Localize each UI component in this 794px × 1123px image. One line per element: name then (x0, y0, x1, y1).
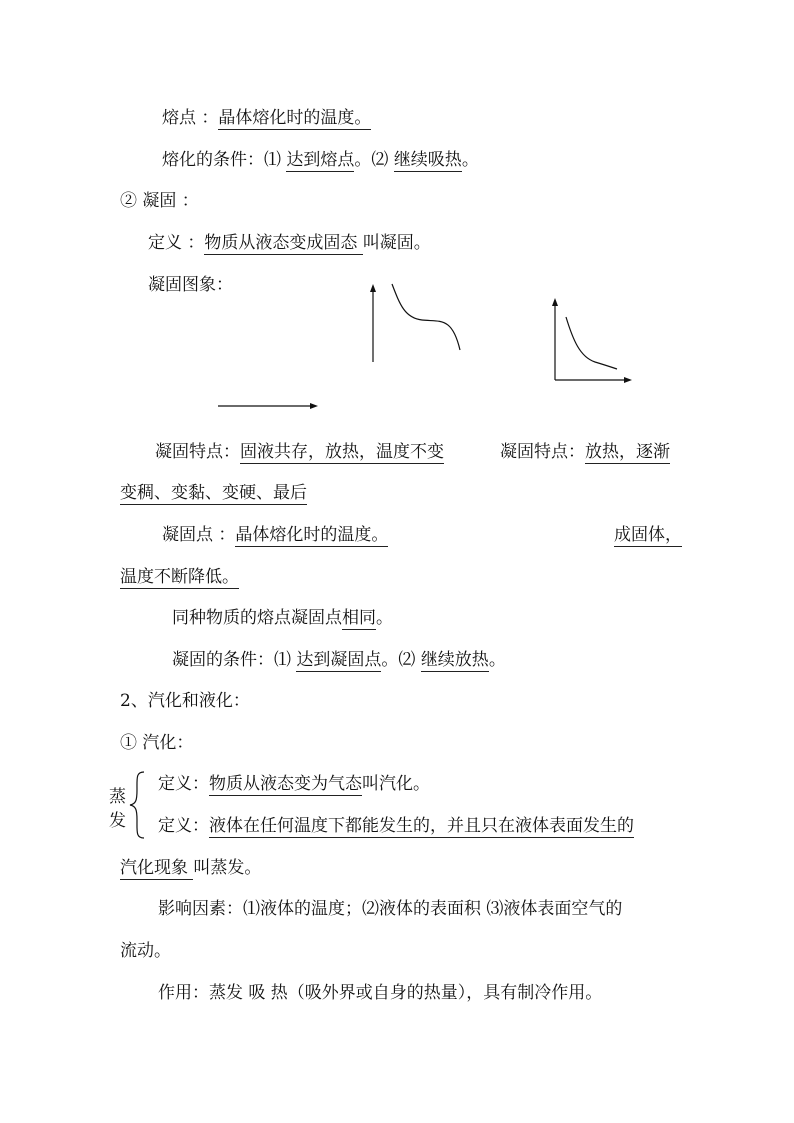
solidify-graph-label: 凝固图象： (148, 275, 233, 295)
feature-text-3: 成固体， (614, 525, 682, 545)
cooling-curve (566, 317, 617, 369)
period: 。 (461, 150, 479, 170)
vaporize-definition: 物质从液态变为气态 (209, 774, 362, 794)
sep: ： (201, 108, 219, 128)
x-axis-arrow (624, 377, 632, 383)
feature-text-4: 温度不断降低。 (120, 567, 239, 587)
solidify-feature-crystal (155, 441, 444, 463)
same-point-line (172, 607, 393, 629)
x-axis-arrow (310, 403, 318, 409)
evaporation-definition-tail: 叫蒸发。 (193, 858, 262, 878)
sep: 。⑵ (381, 650, 421, 670)
solidify-heading: ② 凝固 ： (120, 191, 199, 211)
evaporation-definition-line-2 (120, 857, 261, 879)
melting-point-definition: 晶体熔化时的温度。 (218, 108, 372, 128)
vaporize-definition-tail: 叫汽化。 (362, 774, 430, 794)
freezing-point-line (162, 524, 388, 546)
solidify-definition-tail: 叫凝固。 (362, 233, 431, 253)
y-axis-arrow (370, 284, 376, 292)
solidify-feature-amorphous (500, 441, 670, 463)
freezing-point-definition: 晶体熔化时的温度。 (235, 525, 389, 545)
effect-line: 作用：蒸发 吸 热（吸外界或自身的热量），具有制冷作用。 (158, 983, 603, 1003)
solidify-feature-amorphous-4 (120, 566, 239, 588)
feature-text-1: 放热，逐渐 (585, 442, 670, 462)
solidify-condition-2: 继续放热 (420, 650, 489, 670)
feature-label: 凝固特点： (500, 442, 585, 462)
evaporation-label-2: 发 (109, 811, 126, 831)
evaporation-definition-2: 汽化现象 (120, 858, 194, 878)
cooling-curve (392, 284, 460, 350)
crystal-graph-x-axis (216, 398, 322, 412)
freezing-point-label: 凝固点 ： (162, 525, 236, 545)
melting-condition-line (162, 149, 479, 171)
period: 。 (376, 608, 393, 628)
brace-icon (128, 770, 148, 840)
melting-condition-label: 熔化的条件：⑴ (162, 150, 287, 170)
solidify-definition: 物质从液态变成固态 (204, 233, 363, 253)
evaporation-definition-line (158, 815, 634, 837)
solidify-condition-label: 凝固的条件：⑴ (172, 650, 297, 670)
melting-point-label: 熔点 (162, 108, 196, 128)
vaporize-heading: ① 汽化： (120, 733, 194, 753)
solidify-condition-1: 达到凝固点 (296, 650, 382, 670)
definition-label: 定义 ： (148, 233, 205, 253)
melting-point-line (162, 107, 371, 129)
vaporize-definition-line (158, 773, 430, 795)
sep: 。⑵ (354, 150, 394, 170)
feature-label: 凝固特点： (155, 442, 240, 462)
evaporation-label-1: 蒸 (109, 787, 126, 807)
same-point-answer: 相同 (342, 608, 376, 628)
solidify-condition-line (172, 649, 506, 671)
evaporation-definition-1: 液体在任何温度下都能发生的，并且只在液体表面发生的 (209, 816, 634, 836)
definition-label: 定义： (158, 816, 209, 836)
factors-line-1: 影响因素：⑴液体的温度；⑵液体的表面积 ⑶液体表面空气的 (158, 899, 623, 919)
same-point-text: 同种物质的熔点凝固点 (172, 608, 342, 628)
period: 。 (488, 650, 506, 670)
definition-label: 定义： (158, 774, 209, 794)
melting-condition-1: 达到熔点 (286, 150, 355, 170)
feature-text: 固液共存，放热，温度不变 (240, 442, 444, 462)
factors-line-2: 流动。 (120, 941, 171, 961)
crystal-solidify-graph (360, 280, 470, 370)
y-axis-arrow (552, 298, 558, 306)
section-2-heading: 2、汽化和液化： (120, 691, 250, 711)
melting-condition-2: 继续吸热 (393, 150, 462, 170)
feature-text-2: 变稠、变黏、变硬、最后 (120, 483, 307, 503)
solidify-feature-amorphous-3 (614, 524, 682, 546)
amorphous-solidify-graph (545, 295, 635, 387)
solidify-feature-amorphous-2 (120, 482, 307, 504)
solidify-definition-line (148, 232, 431, 254)
